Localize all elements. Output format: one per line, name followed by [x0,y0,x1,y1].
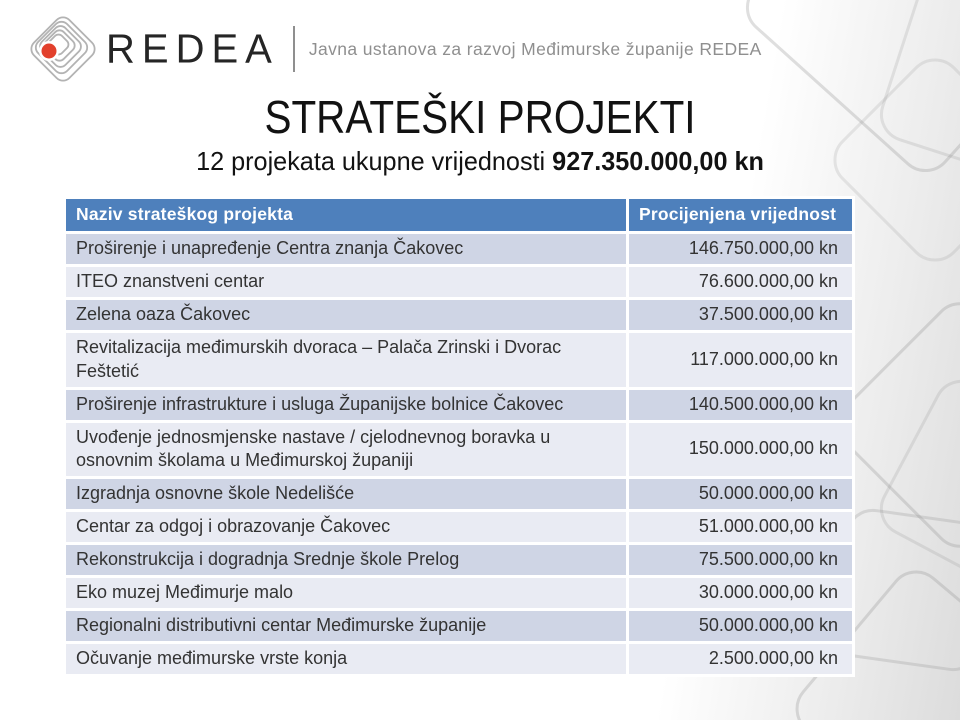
project-value: 51.000.000,00 kn [629,512,852,542]
project-name: Regionalni distributivni centar Međimurske županije [66,611,626,641]
project-value: 150.000.000,00 kn [629,423,852,477]
project-value: 30.000.000,00 kn [629,578,852,608]
table-row [66,479,852,509]
project-name: Uvođenje jednosmjenske nastave / cjelodnevnog boravka u osnovnim školama u Međimurskoj županiji [66,423,626,477]
project-name: Revitalizacija međimurskih dvoraca – Palača Zrinski i Dvorac Feštetić [66,333,626,387]
project-name: Proširenje i unapređenje Centra znanja Čakovec [66,234,626,264]
table-row [66,644,852,674]
logo-bar [26,12,762,86]
subtitle-prefix: 12 projekata ukupne vrijednosti [196,146,553,176]
project-name: Izgradnja osnovne škole Nedelišće [66,479,626,509]
table-row [66,512,852,542]
brand-tagline: Javna ustanova za razvoj Međimurske županije REDEA [308,38,762,59]
subtitle-total-value: 927.350.000,00 kn [552,146,764,176]
project-value: 2.500.000,00 kn [629,644,852,674]
table-header-row [66,199,852,231]
project-value: 76.600.000,00 kn [629,267,852,297]
project-name: Proširenje infrastrukture i usluga Županijske bolnice Čakovec [66,390,626,420]
page-title: STRATEŠKI PROJEKTI [264,91,696,143]
project-name: Zelena oaza Čakovec [66,300,626,330]
project-name: Očuvanje međimurske vrste konja [66,644,626,674]
project-value: 75.500.000,00 kn [629,545,852,575]
subtitle [14,146,945,177]
redea-diamond-icon [26,12,98,86]
column-header-estimated-value: Procijenjena vrijednost [629,199,852,231]
table-row [66,423,852,477]
project-name: Eko muzej Međimurje malo [66,578,626,608]
project-value: 146.750.000,00 kn [629,234,852,264]
projects-table [63,196,855,677]
brand-name: REDEA [106,26,279,71]
table-row [66,545,852,575]
table-row [66,333,852,387]
project-value: 117.000.000,00 kn [629,333,852,387]
table-row [66,300,852,330]
project-value: 50.000.000,00 kn [629,479,852,509]
project-value: 37.500.000,00 kn [629,300,852,330]
project-value: 50.000.000,00 kn [629,611,852,641]
table-row [66,390,852,420]
table-row [66,611,852,641]
project-name: Rekonstrukcija i dogradnja Srednje škole Prelog [66,545,626,575]
logo-divider [293,26,295,72]
column-header-project-name: Naziv strateškog projekta [66,199,626,231]
project-name: ITEO znanstveni centar [66,267,626,297]
table-row [66,578,852,608]
table-row [66,234,852,264]
table-row [66,267,852,297]
project-name: Centar za odgoj i obrazovanje Čakovec [66,512,626,542]
project-value: 140.500.000,00 kn [629,390,852,420]
